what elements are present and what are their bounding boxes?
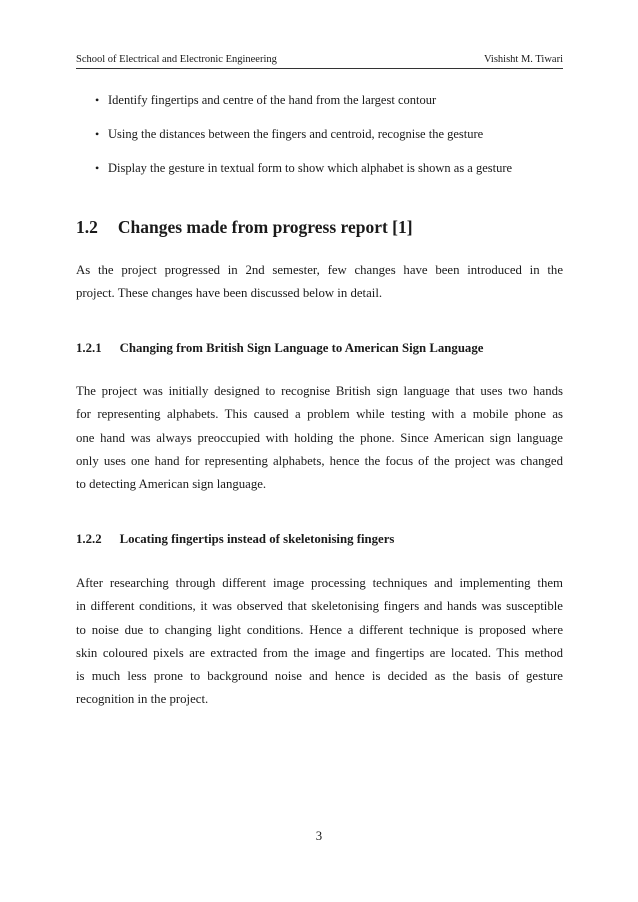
bullet-icon: • xyxy=(95,161,100,175)
section-number: 1.2 xyxy=(76,217,98,237)
section-intro-paragraph xyxy=(76,259,563,306)
bullet-item xyxy=(95,93,565,107)
paragraph-line: project. These changes have been discussed below in detail. xyxy=(76,286,383,301)
paragraph-line: is much less prone to background noise and hence is decided as the basis of gesture xyxy=(76,669,563,684)
paragraph-line: to detecting American sign language. xyxy=(76,477,267,492)
subsection-heading xyxy=(76,532,394,547)
bullet-text: Using the distances between the fingers and centroid, recognise the gesture xyxy=(108,127,484,141)
subsection-paragraph xyxy=(76,572,563,712)
bullet-text: Display the gesture in textual form to show which alphabet is shown as a gesture xyxy=(108,161,513,175)
page-number: 3 xyxy=(315,829,323,843)
subsection-number: 1.2.2 xyxy=(76,532,102,546)
subsection-title: Changing from British Sign Language to American Sign Language xyxy=(119,341,484,355)
header-right: Vishisht M. Tiwari xyxy=(483,54,563,65)
paragraph-line: in different conditions, it was observed that skeletonising fingers and hands was susceptible xyxy=(76,599,563,614)
section-title: Changes made from progress report [1] xyxy=(117,217,413,237)
header-left: School of Electrical and Electronic Engineering xyxy=(76,54,277,65)
subsection-paragraph xyxy=(76,380,563,496)
paragraph-line: After researching through different image processing techniques and implementing them xyxy=(76,576,563,590)
paragraph-line: to noise due to changing light conditions. Hence a different technique is proposed where xyxy=(76,622,563,637)
bullet-list xyxy=(95,93,565,195)
paragraph-line: only uses one hand for representing alphabets, hence the focus of the project was changed xyxy=(76,453,563,468)
subsection-heading xyxy=(76,341,483,356)
section-heading xyxy=(76,217,413,238)
bullet-icon: • xyxy=(95,127,100,141)
subsection-title: Locating fingertips instead of skeletonising fingers xyxy=(119,532,395,546)
paragraph-line: skin coloured pixels are extracted from the image and fingertips are located. This method xyxy=(76,645,563,660)
paragraph-line: recognition in the project. xyxy=(76,692,209,707)
bullet-item xyxy=(95,161,565,175)
running-header xyxy=(76,51,563,65)
paragraph-line: for representing alphabets. This caused a problem while testing with a mobile phone as xyxy=(76,407,563,422)
bullet-icon: • xyxy=(95,93,100,107)
header-rule xyxy=(76,68,563,69)
paragraph-line: As the project progressed in 2nd semester, few changes have been introduced in the xyxy=(76,263,563,277)
bullet-text: Identify fingertips and centre of the hand from the largest contour xyxy=(108,93,437,107)
subsection-number: 1.2.1 xyxy=(76,341,102,355)
bullet-item xyxy=(95,127,565,141)
paragraph-line: one hand was always preoccupied with holding the phone. Since American sign language xyxy=(76,430,563,445)
paragraph-line: The project was initially designed to recognise British sign language that uses two hands xyxy=(76,384,563,398)
